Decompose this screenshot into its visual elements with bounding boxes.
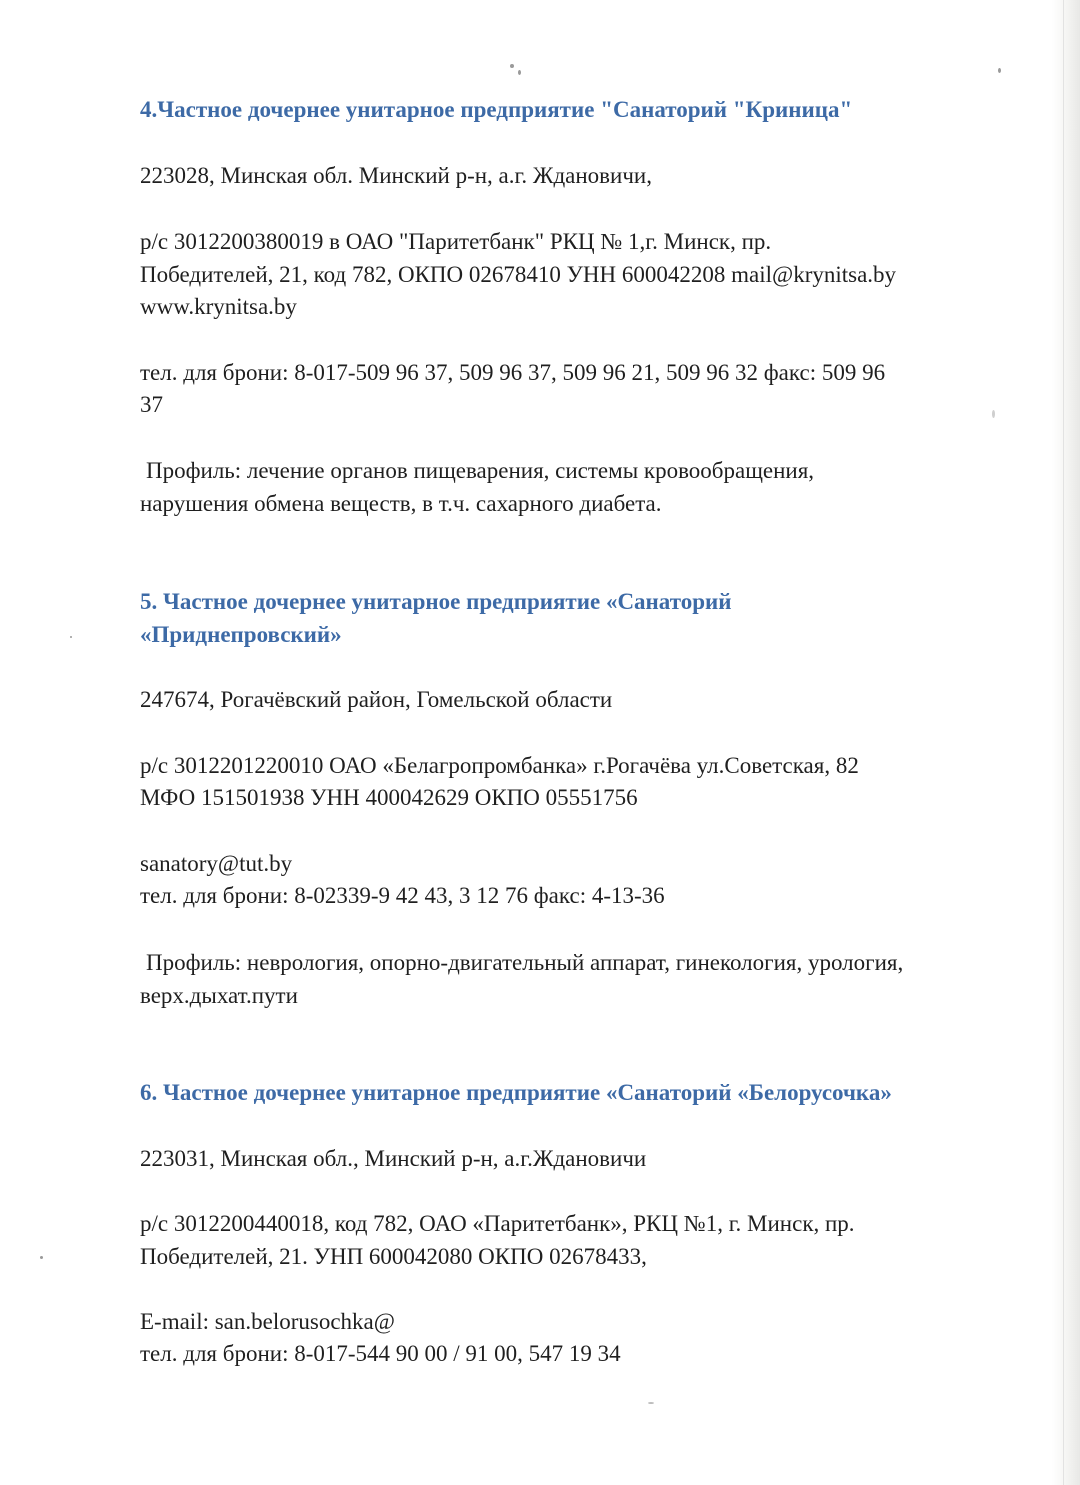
entry-6-phone: тел. для брони: 8-017-544 90 00 / 91 00, 547 19 34: [140, 1341, 621, 1366]
scan-edge-shadow: [1052, 0, 1080, 1485]
entry-4-phone-line: тел. для брони: 8-017-509 96 37, 509 96 37, 509 96 21, 509 96 32 факс: 509 96: [140, 360, 886, 385]
entry-5-heading: 5. Частное дочернее унитарное предприятие «Санаторий: [140, 589, 732, 614]
entry-5-email[interactable]: sanatory@tut.by: [140, 851, 293, 876]
scan-speck: [518, 70, 521, 75]
entry-5-bank-line: р/с 3012201220010 ОАО «Белагропромбанка» г.Рогачёва ул.Советская, 82: [140, 753, 859, 778]
entry-6-email[interactable]: E-mail: san.belorusochka@: [140, 1309, 395, 1334]
entry-4-bank-line: Победителей, 21, код 782, ОКПО 02678410 УНН 600042208 mail@krynitsa.by: [140, 262, 897, 287]
entry-4-address: 223028, Минская обл. Минский р-н, а.г. Ждановичи,: [140, 163, 652, 188]
entry-5-profile-line: верх.дыхат.пути: [140, 983, 298, 1008]
entry-4-heading: 4.Частное дочернее унитарное предприятие "Санаторий "Криница": [140, 97, 853, 122]
entry-4-profile-line: Профиль: лечение органов пищеварения, системы кровообращения,: [146, 458, 815, 483]
entry-5-heading: «Приднепровский»: [140, 622, 342, 647]
entry-6-bank-line: р/с 3012200440018, код 782, ОАО «Паритетбанк», РКЦ №1, г. Минск, пр.: [140, 1211, 855, 1236]
entry-6-bank-line: Победителей, 21. УНП 600042080 ОКПО 02678433,: [140, 1244, 647, 1269]
scan-edge-line: [1063, 0, 1064, 1485]
entry-5-profile-line: Профиль: неврология, опорно-двигательный аппарат, гинекология, урология,: [146, 950, 904, 975]
entry-4-bank-line: р/с 3012200380019 в ОАО "Паритетбанк" РКЦ № 1,г. Минск, пр.: [140, 229, 772, 254]
entry-5-address: 247674, Рогачёвский район, Гомельской области: [140, 687, 613, 712]
scan-speck: [510, 64, 514, 68]
entry-6-heading: 6. Частное дочернее унитарное предприятие «Санаторий «Белорусочка»: [140, 1080, 892, 1105]
scan-speck: [998, 68, 1001, 73]
entry-5-phone: тел. для брони: 8-02339-9 42 43, 3 12 76 факс: 4-13-36: [140, 883, 665, 908]
entry-4-phone-line: 37: [140, 392, 163, 417]
scan-speck: [648, 1402, 654, 1404]
scan-speck: [40, 1256, 43, 1259]
entry-5-bank-line: МФО 151501938 УНН 400042629 ОКПО 05551756: [140, 785, 638, 810]
entry-4-profile-line: нарушения обмена веществ, в т.ч. сахарного диабета.: [140, 491, 662, 516]
entry-4-website-link[interactable]: www.krynitsa.by: [140, 294, 297, 319]
scan-speck: [992, 410, 995, 418]
scan-speck: [70, 636, 72, 638]
entry-6-address: 223031, Минская обл., Минский р-н, а.г.Ждановичи: [140, 1146, 647, 1171]
